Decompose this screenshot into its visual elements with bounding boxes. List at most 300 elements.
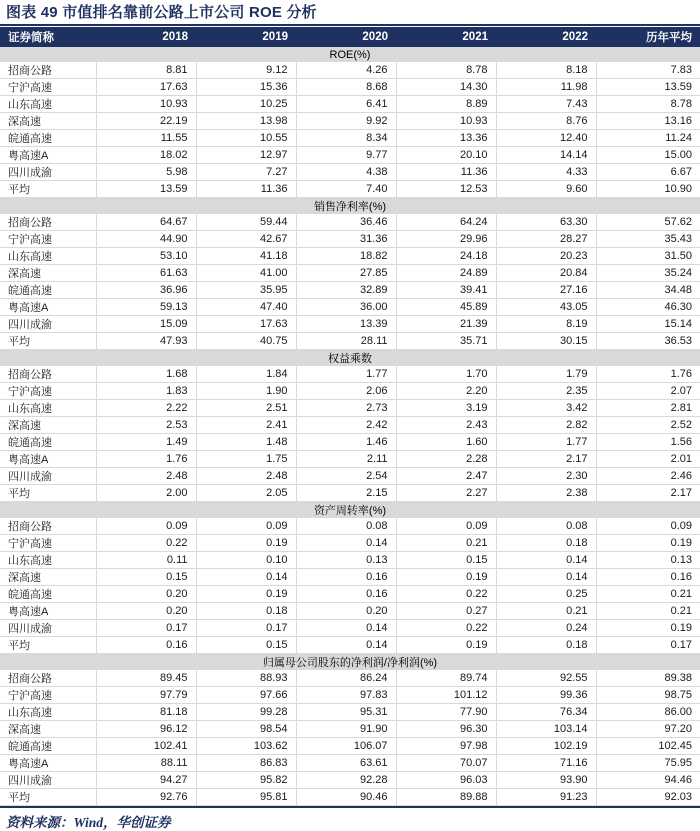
value-cell: 95.31 [296, 704, 396, 721]
table-row [0, 586, 700, 603]
value-cell: 15.00 [596, 147, 700, 164]
value-cell: 0.22 [396, 620, 496, 637]
value-cell: 1.68 [96, 366, 196, 383]
value-cell: 0.19 [596, 535, 700, 552]
value-cell: 59.44 [196, 214, 296, 231]
company-cell: 招商公路 [0, 518, 96, 535]
value-cell: 2.07 [596, 383, 700, 400]
company-cell: 宁沪高速 [0, 79, 96, 96]
table-row [0, 518, 700, 535]
value-cell: 15.14 [596, 316, 700, 333]
table-row [0, 434, 700, 451]
company-cell: 粤高速A [0, 451, 96, 468]
value-cell: 0.17 [196, 620, 296, 637]
value-cell: 12.40 [496, 130, 596, 147]
value-cell: 96.30 [396, 721, 496, 738]
value-cell: 3.19 [396, 400, 496, 417]
value-cell: 13.98 [196, 113, 296, 130]
value-cell: 2.17 [496, 451, 596, 468]
company-cell: 宁沪高速 [0, 231, 96, 248]
value-cell: 20.10 [396, 147, 496, 164]
table-row [0, 687, 700, 704]
company-cell: 平均 [0, 333, 96, 350]
value-cell: 61.63 [96, 265, 196, 282]
value-cell: 11.24 [596, 130, 700, 147]
value-cell: 2.51 [196, 400, 296, 417]
table-row [0, 704, 700, 721]
value-cell: 76.34 [496, 704, 596, 721]
value-cell: 75.95 [596, 755, 700, 772]
value-cell: 11.55 [96, 130, 196, 147]
table-row [0, 147, 700, 164]
value-cell: 99.36 [496, 687, 596, 704]
value-cell: 27.85 [296, 265, 396, 282]
value-cell: 86.83 [196, 755, 296, 772]
value-cell: 6.67 [596, 164, 700, 181]
value-cell: 0.18 [496, 637, 596, 654]
company-cell: 皖通高速 [0, 434, 96, 451]
company-cell: 宁沪高速 [0, 687, 96, 704]
value-cell: 2.27 [396, 485, 496, 502]
value-cell: 31.36 [296, 231, 396, 248]
value-cell: 2.81 [596, 400, 700, 417]
value-cell: 92.28 [296, 772, 396, 789]
value-cell: 0.13 [296, 552, 396, 569]
source-note: 资料来源：Wind，华创证券 [6, 815, 171, 830]
figure-title: 图表 49 市值排名靠前公路上市公司 ROE 分析 [6, 4, 317, 21]
value-cell: 1.77 [296, 366, 396, 383]
value-cell: 0.14 [296, 535, 396, 552]
value-cell: 10.25 [196, 96, 296, 113]
value-cell: 93.90 [496, 772, 596, 789]
company-cell: 深高速 [0, 113, 96, 130]
value-cell: 1.60 [396, 434, 496, 451]
value-cell: 11.36 [196, 181, 296, 198]
value-cell: 0.14 [296, 620, 396, 637]
column-header-2021: 2021 [396, 27, 496, 47]
value-cell: 24.89 [396, 265, 496, 282]
value-cell: 39.41 [396, 282, 496, 299]
value-cell: 35.95 [196, 282, 296, 299]
section-band-label: 权益乘数 [0, 350, 700, 367]
value-cell: 102.45 [596, 738, 700, 755]
value-cell: 20.84 [496, 265, 596, 282]
value-cell: 2.28 [396, 451, 496, 468]
company-cell: 深高速 [0, 417, 96, 434]
value-cell: 3.42 [496, 400, 596, 417]
value-cell: 21.39 [396, 316, 496, 333]
value-cell: 8.89 [396, 96, 496, 113]
value-cell: 15.36 [196, 79, 296, 96]
table-row [0, 637, 700, 654]
value-cell: 2.00 [96, 485, 196, 502]
table-row [0, 552, 700, 569]
value-cell: 96.03 [396, 772, 496, 789]
value-cell: 31.50 [596, 248, 700, 265]
value-cell: 0.14 [496, 569, 596, 586]
value-cell: 35.24 [596, 265, 700, 282]
value-cell: 13.36 [396, 130, 496, 147]
value-cell: 28.11 [296, 333, 396, 350]
table-row [0, 265, 700, 282]
company-cell: 皖通高速 [0, 586, 96, 603]
value-cell: 45.89 [396, 299, 496, 316]
table-row [0, 417, 700, 434]
company-cell: 宁沪高速 [0, 535, 96, 552]
value-cell: 18.82 [296, 248, 396, 265]
company-cell: 粤高速A [0, 603, 96, 620]
value-cell: 0.20 [296, 603, 396, 620]
value-cell: 1.56 [596, 434, 700, 451]
company-cell: 山东高速 [0, 400, 96, 417]
value-cell: 99.28 [196, 704, 296, 721]
value-cell: 63.61 [296, 755, 396, 772]
value-cell: 43.05 [496, 299, 596, 316]
value-cell: 102.41 [96, 738, 196, 755]
value-cell: 0.24 [496, 620, 596, 637]
section-band [0, 654, 700, 671]
company-cell: 四川成渝 [0, 316, 96, 333]
section-band [0, 198, 700, 215]
table-row [0, 214, 700, 231]
table-row [0, 620, 700, 637]
table-body [0, 47, 700, 806]
value-cell: 0.17 [96, 620, 196, 637]
value-cell: 92.03 [596, 789, 700, 806]
value-cell: 13.39 [296, 316, 396, 333]
value-cell: 97.20 [596, 721, 700, 738]
value-cell: 32.89 [296, 282, 396, 299]
table-row [0, 400, 700, 417]
value-cell: 27.16 [496, 282, 596, 299]
table-row [0, 299, 700, 316]
table-row [0, 670, 700, 687]
value-cell: 41.00 [196, 265, 296, 282]
company-cell: 皖通高速 [0, 130, 96, 147]
value-cell: 0.15 [396, 552, 496, 569]
table-row [0, 485, 700, 502]
value-cell: 8.34 [296, 130, 396, 147]
value-cell: 1.79 [496, 366, 596, 383]
value-cell: 2.48 [96, 468, 196, 485]
company-cell: 四川成渝 [0, 620, 96, 637]
value-cell: 2.47 [396, 468, 496, 485]
value-cell: 29.96 [396, 231, 496, 248]
table-row [0, 535, 700, 552]
value-cell: 0.20 [96, 603, 196, 620]
value-cell: 98.75 [596, 687, 700, 704]
value-cell: 53.10 [96, 248, 196, 265]
value-cell: 0.21 [596, 586, 700, 603]
section-band [0, 502, 700, 519]
value-cell: 2.43 [396, 417, 496, 434]
value-cell: 7.27 [196, 164, 296, 181]
value-cell: 9.60 [496, 181, 596, 198]
table-row [0, 383, 700, 400]
value-cell: 2.54 [296, 468, 396, 485]
table-row [0, 569, 700, 586]
section-band-label: ROE(%) [0, 47, 700, 62]
value-cell: 81.18 [96, 704, 196, 721]
value-cell: 92.55 [496, 670, 596, 687]
value-cell: 8.78 [596, 96, 700, 113]
value-cell: 2.05 [196, 485, 296, 502]
value-cell: 2.42 [296, 417, 396, 434]
value-cell: 63.30 [496, 214, 596, 231]
value-cell: 106.07 [296, 738, 396, 755]
value-cell: 0.08 [296, 518, 396, 535]
value-cell: 77.90 [396, 704, 496, 721]
value-cell: 8.68 [296, 79, 396, 96]
value-cell: 10.90 [596, 181, 700, 198]
value-cell: 2.22 [96, 400, 196, 417]
table-row [0, 468, 700, 485]
value-cell: 12.97 [196, 147, 296, 164]
value-cell: 88.11 [96, 755, 196, 772]
value-cell: 36.00 [296, 299, 396, 316]
company-cell: 平均 [0, 789, 96, 806]
value-cell: 0.15 [96, 569, 196, 586]
value-cell: 47.93 [96, 333, 196, 350]
table-row [0, 248, 700, 265]
value-cell: 6.41 [296, 96, 396, 113]
value-cell: 2.82 [496, 417, 596, 434]
value-cell: 8.78 [396, 62, 496, 79]
value-cell: 0.18 [496, 535, 596, 552]
value-cell: 64.24 [396, 214, 496, 231]
table-row [0, 164, 700, 181]
company-cell: 粤高速A [0, 299, 96, 316]
value-cell: 0.08 [496, 518, 596, 535]
value-cell: 9.12 [196, 62, 296, 79]
value-cell: 89.74 [396, 670, 496, 687]
value-cell: 0.16 [296, 586, 396, 603]
value-cell: 2.41 [196, 417, 296, 434]
value-cell: 30.15 [496, 333, 596, 350]
header-row [0, 27, 700, 47]
value-cell: 71.16 [496, 755, 596, 772]
company-cell: 山东高速 [0, 96, 96, 113]
table-row [0, 62, 700, 79]
value-cell: 1.77 [496, 434, 596, 451]
value-cell: 64.67 [96, 214, 196, 231]
value-cell: 97.79 [96, 687, 196, 704]
value-cell: 7.43 [496, 96, 596, 113]
value-cell: 35.43 [596, 231, 700, 248]
value-cell: 10.93 [96, 96, 196, 113]
value-cell: 4.33 [496, 164, 596, 181]
value-cell: 0.10 [196, 552, 296, 569]
column-header-2018: 2018 [96, 27, 196, 47]
column-header-历年平均: 历年平均 [596, 27, 700, 47]
value-cell: 2.48 [196, 468, 296, 485]
value-cell: 8.81 [96, 62, 196, 79]
value-cell: 0.09 [596, 518, 700, 535]
table-row [0, 96, 700, 113]
value-cell: 1.83 [96, 383, 196, 400]
value-cell: 42.67 [196, 231, 296, 248]
value-cell: 35.71 [396, 333, 496, 350]
value-cell: 15.09 [96, 316, 196, 333]
value-cell: 97.83 [296, 687, 396, 704]
company-cell: 招商公路 [0, 62, 96, 79]
company-cell: 山东高速 [0, 248, 96, 265]
column-header-2022: 2022 [496, 27, 596, 47]
table-row [0, 755, 700, 772]
value-cell: 34.48 [596, 282, 700, 299]
value-cell: 1.84 [196, 366, 296, 383]
value-cell: 102.19 [496, 738, 596, 755]
value-cell: 2.46 [596, 468, 700, 485]
section-band [0, 47, 700, 62]
company-cell: 四川成渝 [0, 772, 96, 789]
value-cell: 4.38 [296, 164, 396, 181]
value-cell: 4.26 [296, 62, 396, 79]
value-cell: 86.00 [596, 704, 700, 721]
table-row [0, 738, 700, 755]
table-row [0, 79, 700, 96]
value-cell: 9.77 [296, 147, 396, 164]
value-cell: 0.19 [196, 535, 296, 552]
company-cell: 招商公路 [0, 214, 96, 231]
value-cell: 14.14 [496, 147, 596, 164]
value-cell: 0.16 [296, 569, 396, 586]
value-cell: 103.14 [496, 721, 596, 738]
value-cell: 2.15 [296, 485, 396, 502]
value-cell: 1.76 [596, 366, 700, 383]
value-cell: 59.13 [96, 299, 196, 316]
value-cell: 95.81 [196, 789, 296, 806]
company-cell: 招商公路 [0, 366, 96, 383]
value-cell: 103.62 [196, 738, 296, 755]
value-cell: 17.63 [96, 79, 196, 96]
value-cell: 0.25 [496, 586, 596, 603]
value-cell: 1.46 [296, 434, 396, 451]
value-cell: 7.83 [596, 62, 700, 79]
value-cell: 8.76 [496, 113, 596, 130]
value-cell: 2.17 [596, 485, 700, 502]
value-cell: 0.09 [96, 518, 196, 535]
value-cell: 13.59 [596, 79, 700, 96]
company-cell: 平均 [0, 181, 96, 198]
value-cell: 2.73 [296, 400, 396, 417]
value-cell: 1.48 [196, 434, 296, 451]
value-cell: 88.93 [196, 670, 296, 687]
value-cell: 89.88 [396, 789, 496, 806]
value-cell: 10.93 [396, 113, 496, 130]
value-cell: 2.52 [596, 417, 700, 434]
value-cell: 36.46 [296, 214, 396, 231]
value-cell: 14.30 [396, 79, 496, 96]
value-cell: 2.35 [496, 383, 596, 400]
table-row [0, 451, 700, 468]
value-cell: 91.90 [296, 721, 396, 738]
company-cell: 招商公路 [0, 670, 96, 687]
value-cell: 8.19 [496, 316, 596, 333]
value-cell: 1.49 [96, 434, 196, 451]
value-cell: 8.18 [496, 62, 596, 79]
value-cell: 0.21 [396, 535, 496, 552]
value-cell: 0.17 [596, 637, 700, 654]
column-header-2019: 2019 [196, 27, 296, 47]
value-cell: 10.55 [196, 130, 296, 147]
value-cell: 94.27 [96, 772, 196, 789]
value-cell: 96.12 [96, 721, 196, 738]
table-row [0, 181, 700, 198]
value-cell: 46.30 [596, 299, 700, 316]
value-cell: 0.14 [496, 552, 596, 569]
company-cell: 粤高速A [0, 147, 96, 164]
value-cell: 89.38 [596, 670, 700, 687]
value-cell: 5.98 [96, 164, 196, 181]
value-cell: 0.09 [196, 518, 296, 535]
company-cell: 山东高速 [0, 552, 96, 569]
company-cell: 皖通高速 [0, 738, 96, 755]
table-row [0, 113, 700, 130]
value-cell: 22.19 [96, 113, 196, 130]
value-cell: 70.07 [396, 755, 496, 772]
company-cell: 四川成渝 [0, 468, 96, 485]
value-cell: 2.53 [96, 417, 196, 434]
value-cell: 47.40 [196, 299, 296, 316]
company-cell: 粤高速A [0, 755, 96, 772]
column-header-name: 证券简称 [0, 27, 96, 47]
value-cell: 0.21 [496, 603, 596, 620]
value-cell: 18.02 [96, 147, 196, 164]
table-row [0, 603, 700, 620]
value-cell: 9.92 [296, 113, 396, 130]
table-row [0, 282, 700, 299]
table-row [0, 789, 700, 806]
company-cell: 深高速 [0, 265, 96, 282]
table-row [0, 366, 700, 383]
section-band-label: 资产周转率(%) [0, 502, 700, 519]
value-cell: 0.19 [596, 620, 700, 637]
value-cell: 41.18 [196, 248, 296, 265]
value-cell: 0.16 [96, 637, 196, 654]
value-cell: 2.38 [496, 485, 596, 502]
value-cell: 95.82 [196, 772, 296, 789]
value-cell: 57.62 [596, 214, 700, 231]
value-cell: 0.14 [196, 569, 296, 586]
table-row [0, 772, 700, 789]
value-cell: 0.11 [96, 552, 196, 569]
section-band-label: 归属母公司股东的净利润/净利润(%) [0, 654, 700, 671]
value-cell: 0.14 [296, 637, 396, 654]
title-divider [0, 24, 700, 26]
value-cell: 2.30 [496, 468, 596, 485]
company-cell: 深高速 [0, 569, 96, 586]
value-cell: 101.12 [396, 687, 496, 704]
company-cell: 皖通高速 [0, 282, 96, 299]
value-cell: 12.53 [396, 181, 496, 198]
section-band [0, 350, 700, 367]
value-cell: 0.19 [196, 586, 296, 603]
value-cell: 13.16 [596, 113, 700, 130]
value-cell: 24.18 [396, 248, 496, 265]
company-cell: 平均 [0, 637, 96, 654]
value-cell: 97.98 [396, 738, 496, 755]
company-cell: 山东高速 [0, 704, 96, 721]
section-band-label: 销售净利率(%) [0, 198, 700, 215]
value-cell: 1.76 [96, 451, 196, 468]
value-cell: 1.70 [396, 366, 496, 383]
table-row [0, 333, 700, 350]
value-cell: 11.36 [396, 164, 496, 181]
value-cell: 90.46 [296, 789, 396, 806]
value-cell: 20.23 [496, 248, 596, 265]
table-row [0, 130, 700, 147]
